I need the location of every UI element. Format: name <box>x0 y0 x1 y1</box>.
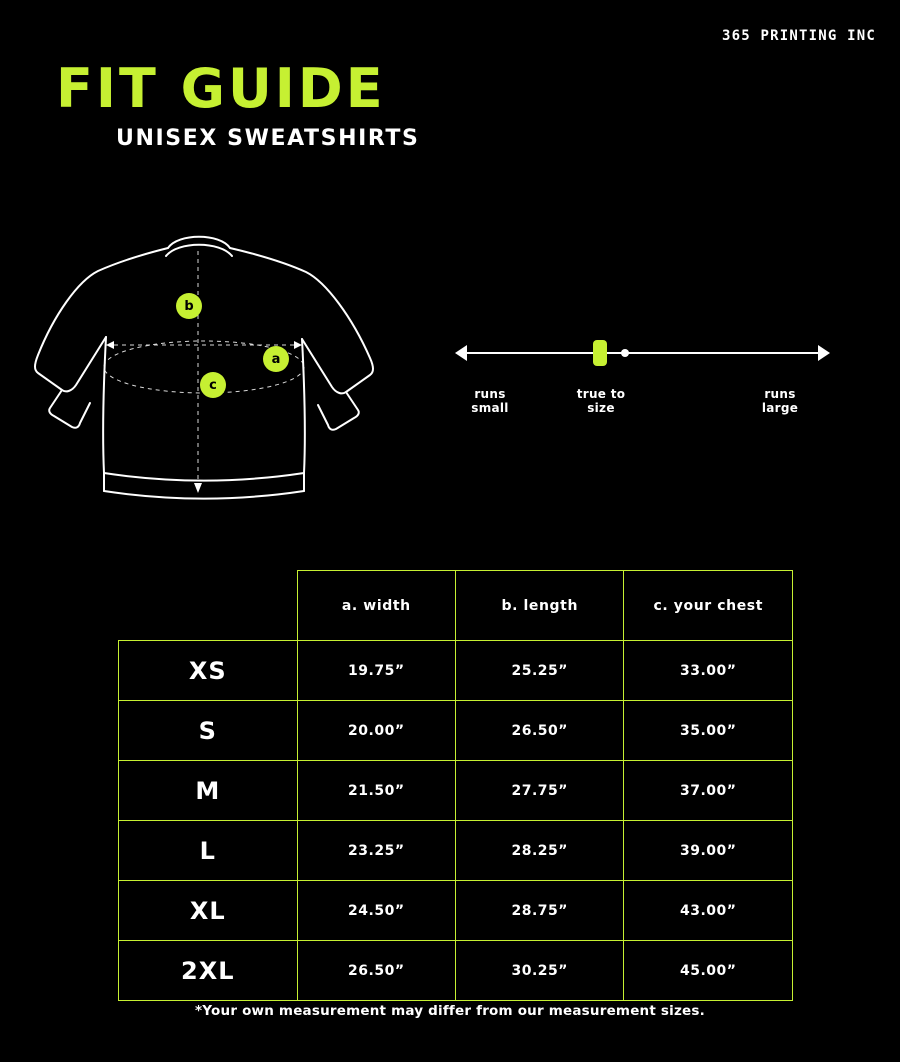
scale-center-dot-icon <box>621 349 629 357</box>
sweatshirt-diagram-icon <box>20 215 450 525</box>
scale-label-runs-large-line1: runs <box>764 387 796 401</box>
cell-size: XS <box>119 641 298 701</box>
cell-chest: 45.00” <box>624 941 793 1001</box>
cell-chest: 33.00” <box>624 641 793 701</box>
cell-width: 26.50” <box>297 941 455 1001</box>
cell-width: 21.50” <box>297 761 455 821</box>
table-row <box>119 701 793 761</box>
cell-length: 25.25” <box>455 641 624 701</box>
page-subtitle: UNISEX SWEATSHIRTS <box>116 126 420 151</box>
scale-label-true-to-size <box>565 388 637 416</box>
cell-width: 24.50” <box>297 881 455 941</box>
cell-length: 26.50” <box>455 701 624 761</box>
footnote: *Your own measurement may differ from our measurement sizes. <box>195 1003 705 1019</box>
marker-b: b <box>176 293 202 319</box>
cell-size: S <box>119 701 298 761</box>
cell-length: 30.25” <box>455 941 624 1001</box>
fit-scale <box>455 330 830 430</box>
fit-marker <box>593 340 607 366</box>
cell-size: XL <box>119 881 298 941</box>
cell-size: M <box>119 761 298 821</box>
scale-label-runs-large <box>745 388 815 416</box>
table-row <box>119 821 793 881</box>
marker-c: c <box>200 372 226 398</box>
table-row <box>119 941 793 1001</box>
size-table-wrapper <box>118 570 793 1001</box>
cell-width: 20.00” <box>297 701 455 761</box>
brand-name: 365 PRINTING INC <box>721 28 876 44</box>
size-table-body <box>119 641 793 1001</box>
table-header-chest: c. your chest <box>624 571 793 641</box>
arrow-left-icon <box>455 345 467 361</box>
cell-length: 27.75” <box>455 761 624 821</box>
scale-axis <box>465 352 820 354</box>
cell-length: 28.25” <box>455 821 624 881</box>
table-header-size <box>119 571 298 641</box>
cell-chest: 35.00” <box>624 701 793 761</box>
table-row <box>119 761 793 821</box>
table-header-length: b. length <box>455 571 624 641</box>
cell-size: L <box>119 821 298 881</box>
arrow-right-icon <box>818 345 830 361</box>
scale-label-runs-large-line2: large <box>761 400 799 415</box>
scale-label-true-line2: size <box>587 400 615 415</box>
marker-a: a <box>263 346 289 372</box>
cell-length: 28.75” <box>455 881 624 941</box>
table-header-width: a. width <box>297 571 455 641</box>
cell-chest: 37.00” <box>624 761 793 821</box>
table-row <box>119 881 793 941</box>
scale-label-runs-small-line2: small <box>471 400 509 415</box>
cell-chest: 43.00” <box>624 881 793 941</box>
table-row <box>119 641 793 701</box>
table-header-row <box>119 571 793 641</box>
page-title: FIT GUIDE <box>56 57 386 120</box>
cell-width: 23.25” <box>297 821 455 881</box>
cell-size: 2XL <box>119 941 298 1001</box>
scale-label-true-line1: true to <box>576 387 626 401</box>
cell-width: 19.75” <box>297 641 455 701</box>
scale-label-runs-small-line1: runs <box>474 387 506 401</box>
scale-label-runs-small <box>455 388 525 416</box>
sweatshirt-illustration <box>20 215 450 525</box>
cell-chest: 39.00” <box>624 821 793 881</box>
size-table <box>118 570 793 1001</box>
